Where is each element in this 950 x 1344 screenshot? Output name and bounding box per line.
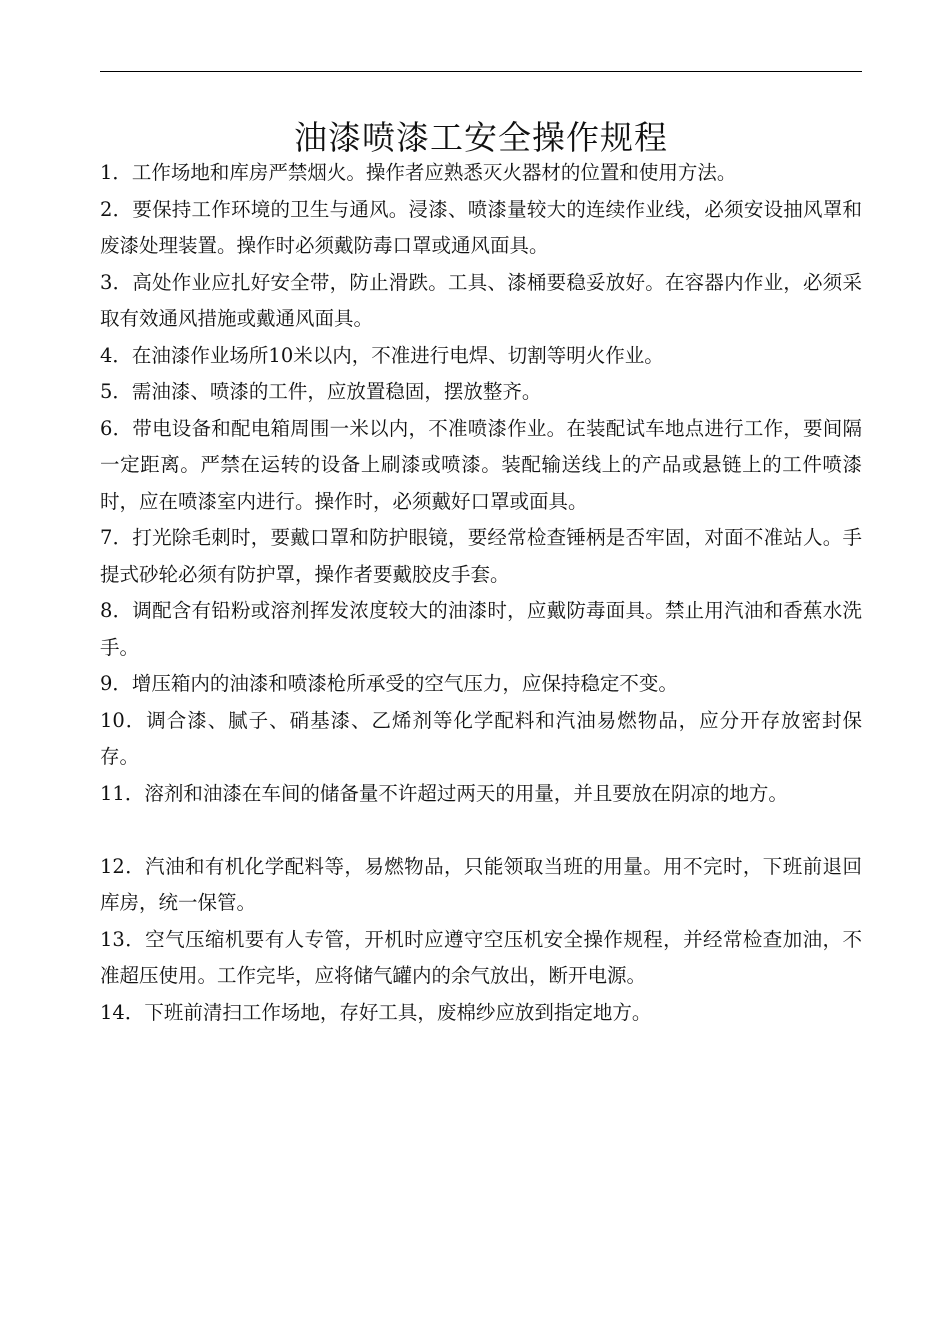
top-rule — [100, 71, 862, 72]
rule-item-12: 12．汽油和有机化学配料等，易燃物品，只能领取当班的用量。用不完时，下班前退回库房，统一保管。 — [100, 854, 862, 914]
rule-item-14: 14．下班前清扫工作场地，存好工具，废棉纱应放到指定地方。 — [100, 1000, 652, 1024]
rule-item-2: 2．要保持工作环境的卫生与通风。浸漆、喷漆量较大的连续作业线，必须安设抽风罩和废漆处理装置。操作时必须戴防毒口罩或通风面具。 — [100, 197, 862, 257]
rule-item-1: 1．工作场地和库房严禁烟火。操作者应熟悉灭火器材的位置和使用方法。 — [100, 161, 737, 184]
rule-item-6: 6．带电设备和配电箱周围一米以内，不准喷漆作业。在装配试车地点进行工作，要间隔一定距离。严禁在运转的设备上刷漆或喷漆。装配输送线上的产品或悬链上的工件喷漆时，应在喷漆室内进行。操作时，必须戴好口罩或面具。 — [100, 416, 862, 513]
rule-item-3: 3．高处作业应扎好安全带，防止滑跌。工具、漆桶要稳妥放好。在容器内作业，必须采取有效通风措施或戴通风面具。 — [100, 270, 862, 330]
rule-item-10: 10．调合漆、腻子、硝基漆、乙烯剂等化学配料和汽油易燃物品，应分开存放密封保存。 — [100, 708, 862, 768]
rule-item-5: 5．需油漆、喷漆的工件，应放置稳固，摆放整齐。 — [100, 380, 542, 403]
rule-item-4: 4．在油漆作业场所10米以内，不准进行电焊、切割等明火作业。 — [100, 343, 664, 367]
paragraph-gap — [100, 812, 862, 849]
rule-item-7: 7．打光除毛刺时，要戴口罩和防护眼镜，要经常检查锤柄是否牢固，对面不准站人。手提式砂轮必须有防护罩，操作者要戴胶皮手套。 — [100, 526, 862, 586]
rule-item-9: 9．增压箱内的油漆和喷漆枪所承受的空气压力，应保持稳定不变。 — [100, 672, 678, 695]
rule-item-11: 11．溶剂和油漆在车间的储备量不许超过两天的用量，并且要放在阴凉的地方。 — [100, 781, 788, 805]
rule-item-8: 8．调配含有铅粉或溶剂挥发浓度较大的油漆时，应戴防毒面具。禁止用汽油和香蕉水洗手。 — [100, 599, 862, 659]
document-title: 油漆喷漆工安全操作规程 — [294, 118, 668, 158]
document-body — [100, 155, 862, 1031]
rule-item-13: 13．空气压缩机要有人专管，开机时应遵守空压机安全操作规程，并经常检查加油，不准超压使用。工作完毕，应将储气罐内的余气放出，断开电源。 — [100, 927, 862, 987]
